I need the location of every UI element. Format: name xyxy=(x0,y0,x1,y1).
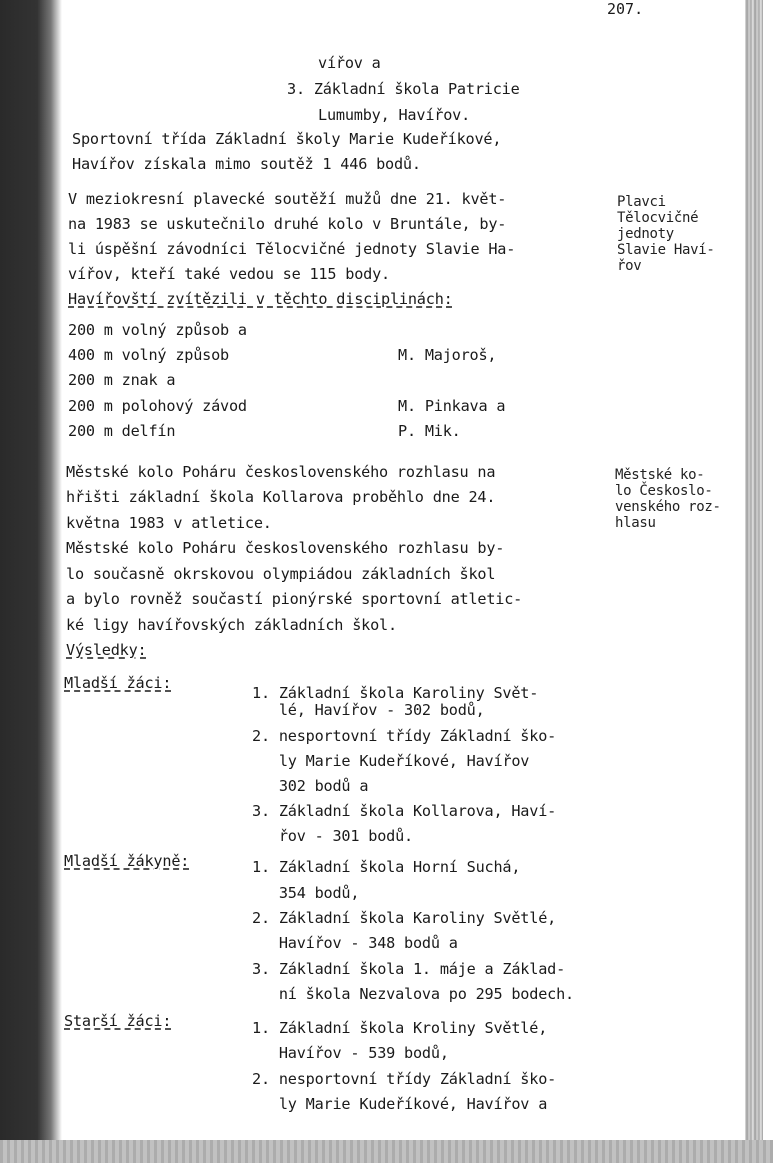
header-line: 3. Základní škola Patricie xyxy=(287,80,520,98)
result-line: ní škola Nezvalova po 295 bodech. xyxy=(252,985,574,1003)
paragraph-3-line: hřišti základní škola Kollarova proběhlo dne 24. xyxy=(66,488,496,506)
discipline-winner: P. Mik. xyxy=(398,422,461,440)
result-line: Havířov - 539 bodů, xyxy=(252,1044,449,1062)
paragraph-3-line: Městské kolo Poháru československého rozhlasu na xyxy=(66,463,496,481)
result-line: lé, Havířov - 302 bodů, xyxy=(252,701,485,719)
results-category: Starší žáci: xyxy=(64,1012,172,1030)
margin-note-line: Tělocvičné xyxy=(617,210,699,226)
paragraph-3-line: ké ligy havířovských základních škol. xyxy=(66,616,397,634)
result-line: 3. Základní škola Kollarova, Haví- xyxy=(252,802,557,820)
scan-left-shadow xyxy=(0,0,62,1163)
result-line: 1. Základní škola Karoliny Svět- xyxy=(252,684,539,702)
discipline-winner: M. Majoroš, xyxy=(398,346,497,364)
result-line: 2. nesportovní třídy Základní ško- xyxy=(252,1070,557,1088)
disciplines-heading: Havířovští zvítězili v těchto disciplinách: xyxy=(68,290,453,308)
margin-note-line: lo Českoslo- xyxy=(615,483,713,499)
margin-note-line: Plavci xyxy=(617,194,666,210)
paragraph-1-line: Sportovní třída Základní školy Marie Kudeříkové, xyxy=(72,130,502,148)
result-line: ly Marie Kudeříkové, Havířov a xyxy=(252,1095,548,1113)
paragraph-2-line: li úspěšní závodníci Tělocvičné jednoty Slavie Ha- xyxy=(68,240,516,258)
result-line: 3. Základní škola 1. máje a Základ- xyxy=(252,960,566,978)
result-line: řov - 301 bodů. xyxy=(252,827,413,845)
result-line: 1. Základní škola Horní Suchá, xyxy=(252,858,521,876)
discipline-event: 400 m volný způsob xyxy=(68,346,229,364)
margin-note-line: Městské ko- xyxy=(615,467,705,483)
margin-note-line: řov xyxy=(617,258,642,274)
margin-note-line: jednoty xyxy=(617,226,674,242)
discipline-event: 200 m znak a xyxy=(68,371,176,389)
paragraph-3-line: Městské kolo Poháru československého rozhlasu by- xyxy=(66,539,505,557)
paragraph-2-line: vířov, kteří také vedou se 115 body. xyxy=(68,265,390,283)
result-line: 2. nesportovní třídy Základní ško- xyxy=(252,727,557,745)
margin-note-line: Slavie Haví- xyxy=(617,242,715,258)
paragraph-3-line: května 1983 v atletice. xyxy=(66,514,272,532)
scan-bottom-shadow xyxy=(0,1140,773,1163)
margin-note-line: venského roz- xyxy=(615,499,721,515)
result-line: Havířov - 348 bodů a xyxy=(252,934,458,952)
header-line: vířov a xyxy=(318,54,381,72)
results-category: Mladší žákyně: xyxy=(64,852,190,870)
paragraph-3-line: lo současně okrskovou olympiádou základních škol xyxy=(66,565,496,583)
header-line: Lumumby, Havířov. xyxy=(318,106,471,124)
results-category: Mladší žáci: xyxy=(64,674,172,692)
result-line: ly Marie Kudeříkové, Havířov xyxy=(252,752,530,770)
scan-right-edge xyxy=(745,0,763,1163)
paragraph-1-line: Havířov získala mimo soutěž 1 446 bodů. xyxy=(72,155,421,173)
paragraph-3-line: a bylo rovněž součastí pionýrské sportovní atletic- xyxy=(66,590,523,608)
discipline-event: 200 m volný způsob a xyxy=(68,321,247,339)
discipline-event: 200 m delfín xyxy=(68,422,176,440)
result-line: 1. Základní škola Kroliny Světlé, xyxy=(252,1019,548,1037)
discipline-event: 200 m polohový závod xyxy=(68,397,247,415)
margin-note-line: hlasu xyxy=(615,515,656,531)
results-heading: Výsledky: xyxy=(66,641,147,659)
result-line: 2. Základní škola Karoliny Světlé, xyxy=(252,909,557,927)
result-line: 302 bodů a xyxy=(252,777,369,795)
paragraph-2-line: na 1983 se uskutečnilo druhé kolo v Bruntále, by- xyxy=(68,215,507,233)
discipline-winner: M. Pinkava a xyxy=(398,397,506,415)
paragraph-2-line: V meziokresní plavecké soutěží mužů dne 21. květ- xyxy=(68,190,507,208)
result-line: 354 bodů, xyxy=(252,884,360,902)
page-number: 207. xyxy=(607,0,644,18)
